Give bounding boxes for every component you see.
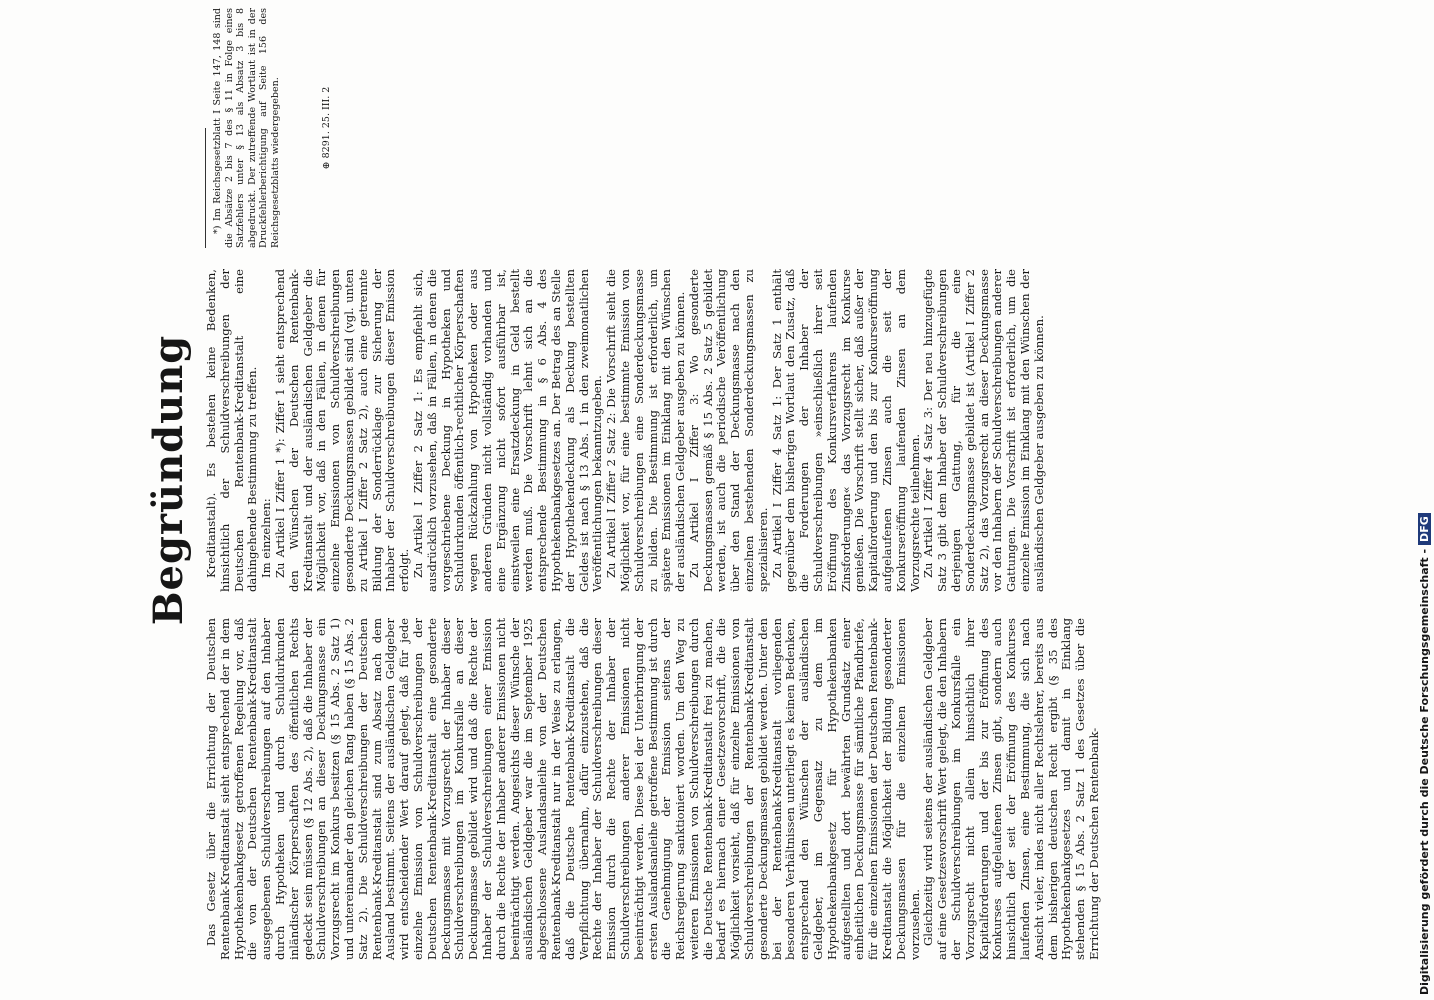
footnote: *) Im Reichsgesetzblatt I Seite 147, 148 sind die Absätze 2 bis 7 des § 11 in Folge eines Satzfehlers unter § 13 als Absatz 3 bis 8 abgedruckt. Der zutreffende Wortlaut ist in der Druckfehlerberichtigung auf Seite 156 des Reichsgesetzblatts wiedergegeben. <box>212 8 281 248</box>
paragraph: Gleichzeitig wird seitens der ausländischen Geldgeber auf eine Gesetzesvorschrift Wert gelegt, die den Inhabern der Schuldverschreibungen im Konkursfalle ein Vorzugsrecht nicht allein hinsichtlich ihrer Kapitalforderungen und der bis zur Eröffnung des Konkurses aufgelaufenen Zinsen gibt, sondern auch hinsichtlich der seit der Eröffnung des Konkurses laufenden Zinsen, eine Bestimmung, die sich nach Ansicht vieler, indes nicht aller Rechtslehrer, bereits aus dem bisherigen deutschen Recht ergibt (§ 35 des Hypothekenbankgesetzes und damit in Einklang stehenden § 15 Abs. 2 Satz 1 des Gesetzes über die Errichtung der Deutschen Rentenbank- <box>921 618 1101 960</box>
paragraph: Zu Artikel I Ziffer 1 *): Ziffer 1 sieht entsprechend den Wünschen der Deutschen Rentenbank-Kreditanstalt und der ausländischen Geldgeber die Möglichkeit vor, daß in den Fällen, in denen für einzelne Emissionen von Schuldverschreibungen gesonderte Deckungsmassen gebildet sind (vgl. unten zu Artikel I Ziffer 2 Satz 2), auch eine getrennte Bildung der Sonderrücklage zur Sicherung der Inhaber der Schuldverschreibungen dieser Emission erfolgt. <box>272 269 412 592</box>
paragraph: Im einzelnen: <box>259 498 274 578</box>
paragraph: Zu Artikel I Ziffer 2 Satz 2: Die Vorschrift sieht die Möglichkeit vor, für eine bestimmte Emission von Schuldverschreibungen eine Sonderdeckungsmasse zu bilden. Die Bestimmung ist erforderlich, um spätere Emissionen im Einklang mit den Wünschen der ausländischen Geldgeber ausgeben zu können. <box>604 269 688 592</box>
dfg-credit-line <box>1418 5 1434 995</box>
rotated-document <box>145 0 1295 960</box>
right-column <box>205 8 333 248</box>
left-column <box>205 618 1102 960</box>
paragraph: Zu Artikel I Ziffer 4 Satz 3: Der neu hinzugefügte Satz 3 gibt dem Inhaber der Schuldverschreibungen derjenigen Gattung, für die eine Sonderdeckungsmasse gebildet ist (Artikel I Ziffer 2 Satz 2), das Vorzugsrecht an dieser Deckungsmasse vor den Inhabern der Schuldverschreibungen anderer Gattungen. Die Vorschrift ist erforderlich, um die einzelne Emission im Einklang mit den Wünschen der ausländischen Geldgeber ausgeben zu können. <box>921 269 1046 592</box>
paragraph: Zu Artikel I Ziffer 4 Satz 1: Der Satz 1 enthält gegenüber dem bisherigen Wortlaut den Zusatz, daß die Forderungen der Inhaber der Schuldverschreibungen »einschließlich ihrer seit Eröffnung des Konkursverfahrens laufenden Zinsforderungen« das Vorzugsrecht im Konkurse genießen. Die Vorschrift stellt sicher, daß außer der Kapitalforderung und den bis zur Konkurseröffnung aufgelaufenen Zinsen auch die seit der Konkurseröffnung laufenden Zinsen an dem Vorzugsrechte teilnehmen. <box>769 269 922 592</box>
footnote-rule <box>205 128 206 248</box>
dfg-credit-text: Digitalisierung gefördert durch die Deutsche Forschungsgemeinschaft - <box>1418 548 1431 995</box>
paragraph: Zu Artikel I Ziffer 3: Wo gesonderte Deckungsmassen gemäß § 15 Abs. 2 Satz 5 gebildet werden, ist auch die periodische Veröffentlichung über den Stand der Deckungsmasse nach den einzelnen bestehenden Sonderdeckungsmassen zu spezialisieren. <box>686 269 770 592</box>
paragraph: Kreditanstalt). Es bestehen keine Bedenken, hinsichtlich der Schuldverschreibungen der Deutschen Rentenbank-Kreditanstalt eine dahingehende Bestimmung zu treffen. <box>204 269 260 592</box>
dfg-logo: DFG <box>1418 513 1431 545</box>
document-title: Begründung <box>145 334 192 626</box>
middle-column <box>205 269 1047 592</box>
print-mark: ⊕ 8291. 25. III. 2 <box>321 86 332 170</box>
paragraph: Zu Artikel I Ziffer 2 Satz 1: Es empfiehlt sich, ausdrücklich vorzusehen, daß in Fällen, in denen die vorgeschriebene Deckung in Hypotheken und Schuldurkunden öffentlich-rechtlicher Körperschaften wegen Rückzahlung von Hypotheken oder aus anderen Gründen nicht vollständig vorhanden und eine Ergänzung nicht sofort ausführbar ist, einstweilen eine Ersatzdeckung in Geld bestellt werden muß. Die Vorschrift lehnt sich an die entsprechende Bestimmung in § 6 Abs. 4 des Hypothekenbankgesetzes an. Der Betrag des an Stelle der Hypothekendeckung als Deckung bestellten Geldes ist nach § 13 Abs. 1 in den zweimonatlichen Veröffentlichungen bekanntzugeben. <box>410 269 605 592</box>
paragraph: Das Gesetz über die Errichtung der Deutschen Rentenbank-Kreditanstalt sieht entsprechend der in dem Hypothekenbankgesetz getroffenen Regelung vor, daß die von der Deutschen Rentenbank-Kreditanstalt ausgegebenen Schuldverschreibungen auf den Inhaber durch Hypotheken und durch Schuldurkunden inländischer Körperschaften des öffentlichen Rechts gedeckt sein müssen (§ 12 Abs. 2), daß die Inhaber der Schuldverschreibungen an dieser Deckungsmasse ein Vorzugsrecht im Konkurs besitzen (§ 15 Abs. 2 Satz 1) und untereinander den gleichen Rang haben (§ 15 Abs. 2 Satz 2). Die Schuldverschreibungen der Deutschen Rentenbank-Kreditanstalt sind zum Absatz nach dem Ausland bestimmt. Seitens der ausländischen Geldgeber wird entscheidender Wert darauf gelegt, daß für jede einzelne Emission von Schuldverschreibungen der Deutschen Rentenbank-Kreditanstalt eine gesonderte Deckungsmasse mit Vorzugsrecht der Inhaber dieser Schuldverschreibungen im Konkursfalle an dieser Deckungsmasse gebildet wird und daß die Rechte der Inhaber der Schuldverschreibungen einer Emission durch die Rechte der Inhaber anderer Emissionen nicht beeinträchtigt werden. Angesichts dieser Wünsche der ausländischen Geldgeber war die im September 1925 abgeschlossene Auslandsanleihe von der Deutschen Rentenbank-Kreditanstalt nur in der Weise zu erlangen, daß die Deutsche Rentenbank-Kreditanstalt die Verpflichtung übernahm, dafür einzustehen, daß die Rechte der Inhaber der Schuldverschreibungen dieser Emission durch die Rechte der Inhaber der Schuldverschreibungen anderer Emissionen nicht beeinträchtigt werden. Diese bei der Unterbringung der ersten Auslandsanleihe getroffene Bestimmung ist durch die Genehmigung der Emission seitens der Reichsregierung sanktioniert worden. Um den Weg zu weiteren Emissionen von Schuldverschreibungen durch die Deutsche Rentenbank-Kreditanstalt frei zu machen, bedarf es hiernach einer Gesetzesvorschrift, die die Möglichkeit vorsieht, daß für einzelne Emissionen von Schuldverschreibungen der Rentenbank-Kreditanstalt gesonderte Deckungsmassen gebildet werden. Unter den bei der Rentenbank-Kreditanstalt vorliegenden besonderen Verhältnissen unterliegt es keinen Bedenken, entsprechend den Wünschen der ausländischen Geldgeber, im Gegensatz zu dem im Hypothekenbankgesetz für Hypothekenbanken aufgestellten und dort bewährten Grundsatz einer einheitlichen Deckungsmasse für sämtliche Pfandbriefe, für die einzelnen Emissionen der Deutschen Rentenbank-Kreditanstalt die Möglichkeit der Bildung gesonderter Deckungsmassen für die einzelnen Emissionen vorzusehen. <box>204 618 922 960</box>
